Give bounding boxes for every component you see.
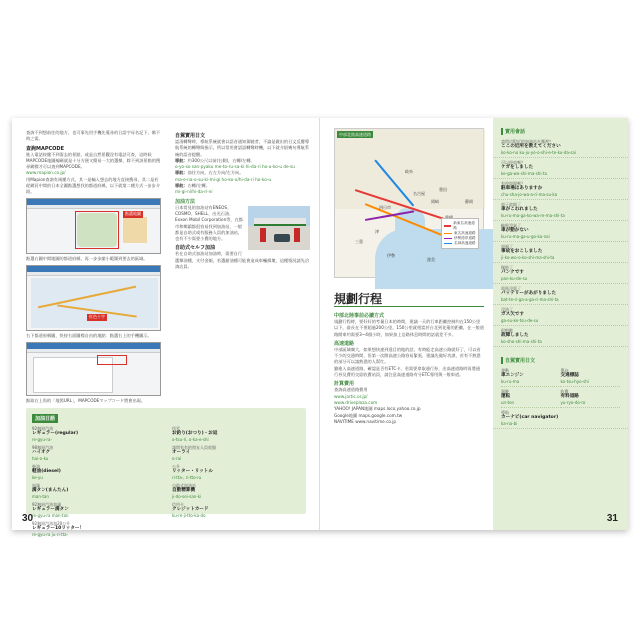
item-jp: 爆胎了 — [501, 265, 513, 270]
nav2-text: 前往方向，右左方向/左方向。 — [187, 170, 244, 176]
item-jp: 信用卡 — [172, 502, 184, 507]
glossary-item — [32, 445, 162, 461]
left-column-2 — [175, 130, 310, 270]
left-column-1 — [26, 130, 161, 407]
route-map — [334, 128, 484, 278]
item-jp: 沒油了 — [501, 307, 513, 312]
screenshot-3 — [26, 342, 161, 396]
phrase-sidebar — [493, 118, 628, 530]
item-kj: バッテリーがあがりました — [501, 291, 557, 296]
intro-text: 查詢不到想前往的地方，也可事先用手機先蒐尋的日語字母名記下，備不時之需。 — [26, 130, 161, 142]
item-jp: 加滿 — [32, 483, 40, 488]
item-ro: ku-ru-ma-ga-ko-wa-re-ma-shi-ta — [501, 213, 565, 218]
item-kj: 事故をおこしました — [501, 249, 543, 254]
phrase-item — [493, 137, 628, 158]
glossary-item — [32, 426, 162, 442]
item-kj: 交通標誌 — [560, 373, 579, 378]
map-legend — [441, 218, 479, 249]
item-kj: クレジットカード — [172, 507, 209, 512]
page-number-right: 31 — [606, 513, 618, 524]
plan-subheading-3: 計算費用 — [334, 381, 355, 388]
item-jp: 輪胎沒氣了 — [501, 223, 521, 228]
item-jp: 98無鉛汽油 — [32, 445, 54, 450]
mapion-step-text: 用Mapion查詢有兩種方式，其一是輸入想去的地方直接搜尋，其二是若從網頁中間的日本全圖點選想找的都道府縣，以下就第二種方式一步步介紹。 — [26, 176, 161, 195]
self-service-text: 若在自助式加油站加油時，需要自行選擇油種、支付金額，若選錯油種可能會造成車輛損壞，這種情況請先洽詢店員。 — [175, 251, 310, 270]
right-page — [320, 118, 628, 530]
glossary-title: 加油日語 — [32, 414, 58, 423]
screenshot-1 — [26, 198, 161, 254]
item-kj: お釣り(おつり)・お返 — [172, 431, 218, 436]
nav1-text: 約300公尺以前(右側)，右轉/左轉。 — [187, 157, 255, 163]
glossary-left-column — [32, 426, 162, 540]
glossary-item — [32, 483, 162, 499]
item-jp: 收費 — [560, 389, 569, 394]
map-place-label: 名古屋 — [413, 191, 425, 196]
item-ro: hai-o-ku — [32, 456, 49, 461]
item-ro: ko-ko-no ku-ju-yo-o-shi-e-te-ku-da-sai — [501, 150, 576, 155]
item-ro: ko-tsu-hyo-shi — [560, 379, 589, 384]
item-jp: 公升 — [172, 464, 180, 469]
mapion-url: www.mapion.co.jp/ — [26, 170, 66, 176]
item-ro: o-rai — [172, 456, 182, 461]
glossary-item — [32, 464, 162, 480]
item-kj: 満タン(まんたん) — [32, 488, 69, 493]
left-page — [12, 118, 320, 537]
phrase-item — [561, 366, 621, 387]
plan-text-3: 雖進入高速道路，確認是否有ETC卡，若需要拿取通行券，出高速道路時再將通行券及費用交給收費站員，請注意高速道路有分ETC專用與一般車道。 — [334, 365, 481, 378]
phrase-ro: ka-na-bi — [501, 421, 518, 426]
item-kj: 故障しました — [501, 333, 529, 338]
map-place-label: 三重 — [355, 239, 363, 244]
phrase-item — [493, 263, 628, 284]
item-kj: ガス欠です — [501, 312, 524, 317]
navigator-phrase — [493, 408, 628, 429]
item-kj: 車が動かない — [501, 228, 529, 233]
screenshot-2 — [26, 265, 161, 331]
glossary-item — [32, 502, 162, 518]
item-kj: 軽油(diesel) — [32, 469, 61, 474]
nav2-romaji: ma-e-na-o-su-ki-mi-gi ho-ko-u/hi-da-ri ho-ko-u — [175, 176, 272, 182]
caption-2: 右下都道府縣圖，快按右面圖標自由的地點：點選右上的手機圖示。 — [26, 332, 152, 338]
glossary-item — [172, 464, 302, 480]
legend-label: 新東名高速道路 — [453, 221, 475, 230]
legend-swatch — [444, 243, 452, 245]
item-ro: ku-ru-ma — [501, 379, 520, 384]
item-jp: 柴油 — [32, 464, 40, 469]
phrase-item — [501, 387, 561, 408]
item-kj: 有料道路 — [560, 394, 579, 399]
phrase-item — [493, 158, 628, 179]
item-jp: 請問這附近的加油站在哪裡？ — [501, 139, 553, 144]
phrase-item — [493, 326, 628, 347]
item-ro: ri-tta-, ri-tto-ru — [172, 475, 202, 480]
map-place-label: 岡崎 — [431, 199, 439, 204]
item-jp: 可以停車嗎？ — [501, 160, 525, 165]
item-ro: yu-ryo-do-ro — [560, 400, 586, 405]
glossary-item — [172, 483, 302, 499]
item-jp: 找零 — [172, 426, 180, 431]
item-kj: レギュラー満タン — [32, 507, 69, 512]
item-ro: ko-sho-shi-ma-shi-ta — [501, 339, 542, 344]
item-jp: 單向 — [560, 368, 569, 373]
phrase-item — [493, 200, 628, 221]
phrase-tag-2: 自駕實用日文 — [501, 357, 535, 364]
map-title: 中部北陸高速道路 — [339, 131, 371, 137]
item-ro: ke-ga-wo-shi-ma-shi-ta — [501, 171, 547, 176]
gas-text: 日本常見的加油站有ENEOS、COSMO、SHELL、出光石油、Exxon Mobil Corporation等，在都市和鄉鎮都很容易找到加油站，一般都是自助式或有服務人員的加油站，也有不少需要小費的地方。 — [175, 204, 243, 242]
phrase-item — [493, 221, 628, 242]
legend-swatch — [444, 238, 452, 240]
navitime-link: NAVITIME www.navitime.co.jp — [334, 418, 397, 424]
nav3-label: 導航： — [175, 183, 188, 189]
plan-subheading-1: 中部北陸事前必讀方式 — [334, 313, 385, 319]
plan-divider — [334, 306, 484, 307]
book-spread — [12, 118, 628, 537]
plan-column — [334, 310, 484, 425]
phrase-item — [493, 242, 628, 263]
item-ro: man-tan — [32, 494, 49, 499]
nav3-romaji: mi-gi-ni/hi-da-ri-ni — [175, 189, 213, 195]
self-service-heading: 自助式セルフ加油 — [175, 245, 216, 252]
callout-2: 紅色十字 — [89, 314, 105, 320]
item-kj: 駐車場はありますか — [501, 186, 543, 191]
legend-label: 伊勢湾岸道路 — [454, 236, 476, 240]
nav2-label: 導航： — [175, 170, 188, 176]
item-jp: 駕駛 — [501, 389, 509, 394]
item-kj: パンクです — [501, 270, 524, 275]
item-ro: un-ten — [501, 400, 515, 405]
plan-text-2: 中部區域廣大，如果想快速到達目的地的話，有時能走高速公路就好了，可以省不少的交通時間，但第一次開高速公路容易緊張，建議先做好功課，若有不熟悉的部分可以請熟悉的人幫忙。 — [334, 346, 481, 365]
mapcode-heading: 查詢MAPCODE — [26, 145, 64, 152]
caption-3: 點取右上角的「地図URL」，MAPCODEマップコード將會出現。 — [26, 397, 146, 403]
legend-entry — [444, 241, 476, 246]
item-ro: ji-do-sei-san-ki — [172, 494, 202, 499]
item-kj: ここの近所を教えてください — [501, 144, 561, 149]
item-kj: オーライ — [172, 450, 191, 455]
item-jp: 電瓶沒電了 — [501, 286, 521, 291]
item-ro: re-gyu-ra- — [32, 437, 52, 442]
driving-japanese-text: 認清轉彎時，導航系統就會以語音通知駕駛者，不論是做出的日文反覆導航系統的轉彎與指示，所以常用會語語轉彎時機，以下就介紹幾句導航系統的語音提醒。 — [175, 139, 310, 157]
phrase-item — [501, 366, 561, 387]
jartic-url: www.jartic.or.jp/ — [334, 393, 368, 399]
item-ro: re-gyu-ra ju-ri-tta- — [32, 532, 69, 537]
item-kj: 自動精算機 — [172, 488, 195, 493]
item-jp: 發動 — [501, 368, 509, 373]
legend-label: 名神高速道路 — [454, 241, 476, 245]
glossary-item — [172, 445, 302, 461]
legend-swatch — [444, 233, 452, 235]
item-jp: 92無鉛汽油 — [32, 426, 54, 431]
nav3-text: 右轉/左轉。 — [187, 183, 210, 189]
map-place-label: 静岡 — [465, 199, 473, 204]
mapcode-text: 進入電話按鍵不到需去的景點，或是自然景觀沒有電話可查，這時候MAPCODE地圖編碼就是十分方便又簡易一大的選擇，除不到該景點的搜尋網標才可以查到MAPCODE。 — [26, 151, 161, 170]
item-ro: ga-su-ke-tsu-de-su — [501, 318, 539, 323]
glossary-item — [32, 521, 162, 537]
item-ro: bat-te-ri-ga-a-ga-ri-ma-shi-ta — [501, 297, 559, 302]
callout-1: 點選地圖 — [125, 211, 141, 217]
item-jp: 有停車場嗎？ — [501, 181, 525, 186]
phrase-item — [561, 387, 621, 408]
plan-text-1: 規劃行程時，要好好的考量日本的時間，建議一天的行車距離控制約在150公里以下，最長在不要超過200公里，150公里就相當於台北到花蓮的距離，在一般道路開車約需要3~4個小時，如果加上沿路休息時間的話就差不多。 — [334, 319, 484, 337]
plan-title: 規劃行程 — [334, 292, 383, 306]
phrase-jp: 導航 — [501, 410, 509, 415]
map-place-label: 豊田 — [439, 187, 447, 192]
page-number-left: 30 — [22, 513, 34, 524]
item-ro: ke-yu — [32, 475, 43, 480]
google-map-link: Google地圖 maps.google.com.tw — [334, 412, 403, 418]
map-place-label: 渥美 — [427, 257, 435, 262]
item-jp: 自助式加油站 — [172, 483, 196, 488]
glossary-right-column — [172, 426, 302, 521]
legend-swatch — [444, 225, 451, 227]
plan-subheading-2: 高速道路 — [334, 340, 355, 347]
gas-heading: 加油方法 — [175, 198, 196, 205]
driving-japanese-heading: 自駕實用日文 — [175, 133, 206, 139]
phrase-kj: カーナビ(car navigator) — [501, 415, 559, 420]
legend-entry — [444, 221, 476, 231]
item-kj: 運転 — [501, 394, 511, 399]
nav1-label: 導航： — [175, 157, 188, 163]
map-place-label: 津 — [375, 229, 379, 234]
gas-station-photo — [248, 206, 310, 250]
item-ro: ji-ko-wo-o-ko-shi-ma-shi-ta — [501, 255, 555, 260]
item-ro: ku-re-ji-tto-ka-do — [172, 513, 206, 518]
item-kj: 車がこわれました — [501, 207, 538, 212]
item-kj: ケガをしました — [501, 165, 534, 170]
item-ro: o-tsu-ri, o-ka-e-shi — [172, 437, 209, 442]
item-ro: chu-sha-jo-wa-a-ri-ma-su-ka — [501, 192, 558, 197]
phrase-item — [493, 284, 628, 305]
item-jp: 很抱歉 — [501, 328, 513, 333]
caption-1: 點選右圖中間地圖的都道府縣，再一步步縮小範圍到要去的區域。 — [26, 255, 148, 261]
item-kj: ハイオク — [32, 450, 51, 455]
toll-query-text: 查詢高速道路費用 — [334, 387, 368, 393]
item-jp: 車子故障了 — [501, 202, 521, 207]
item-kj: レギュラー10リッター！ — [32, 526, 85, 531]
item-ro: ku-ru-ma-ga-u-go-ka-nai — [501, 234, 550, 239]
yahoo-map-link: YAHOO! JAPAN地圖 maps.loco.yahoo.co.jp — [334, 406, 421, 412]
phrase-tag-1: 實用會話 — [501, 128, 525, 135]
map-place-label: 岐阜 — [405, 169, 413, 174]
item-ro: pan-ku-de-su — [501, 276, 528, 281]
nav1-romaji: o-yo-so san-pyaku me-to-ru-sa-ki hi-da-ri ho-u-ko-u de-su — [175, 164, 295, 170]
item-jp: 92無鉛汽油加滿 — [32, 502, 62, 507]
item-kj: リッター・リットル — [172, 469, 213, 474]
glossary-item — [172, 502, 302, 518]
item-kj: レギュラー(regular) — [32, 431, 79, 436]
item-kj: 車エンジン — [501, 373, 524, 378]
item-jp: 車禍了 — [501, 244, 513, 249]
phrase-item — [493, 305, 628, 326]
map-place-label: 四日市 — [379, 205, 391, 210]
driveplaza-url: www.driveplaza.com — [334, 399, 378, 405]
legend-label: 東名高速道路 — [454, 231, 476, 235]
map-place-label: 伊勢 — [387, 253, 395, 258]
item-ro: re-gyu-ra man-tan — [32, 513, 69, 518]
glossary-item — [172, 426, 302, 442]
phrase-item — [493, 179, 628, 200]
item-jp: 請問有有的朋友人員收銀 — [172, 445, 216, 450]
item-jp: 92無鉛汽油加20公升 — [32, 521, 71, 526]
